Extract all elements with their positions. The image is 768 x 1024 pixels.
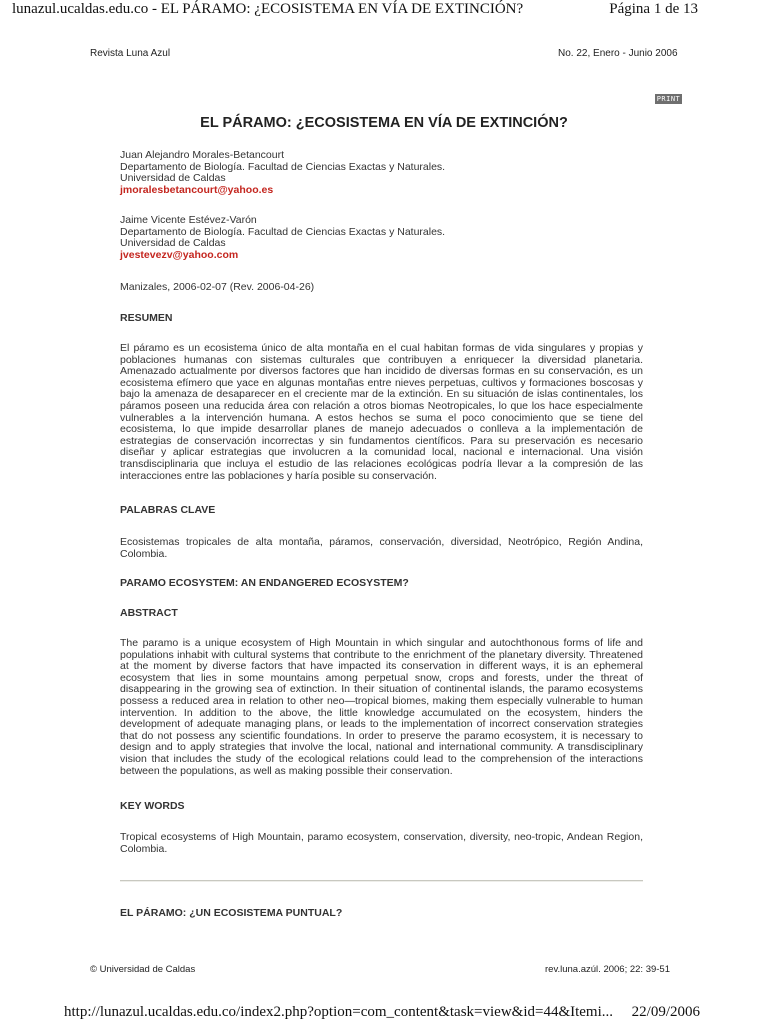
footer-citation: rev.luna.azúl. 2006; 22: 39-51 xyxy=(545,964,670,975)
author-block-1 xyxy=(120,150,643,196)
key-words-heading: KEY WORDS xyxy=(120,800,185,812)
author-email-link[interactable]: jmoralesbetancourt@yahoo.es xyxy=(120,183,274,196)
author-university: Universidad de Caldas xyxy=(120,237,226,250)
author-department: Departamento de Biología. Facultad de Ciencias Exactas y Naturales. xyxy=(120,225,446,238)
author-name: Jaime Vicente Estévez-Varón xyxy=(120,214,257,226)
page-url: http://lunazul.ucaldas.edu.co/index2.php?option=com_content&task=view&id=44&Itemi... xyxy=(64,1004,614,1020)
abstract-heading: ABSTRACT xyxy=(120,607,178,619)
abstract-paragraph: The paramo is a unique ecosystem of High Mountain in which singular and autochthonous forms of life and populations inhabit with cultural systems that contribute to the enrichment of the planetary diversity. Threatened at the moment by diverse factors that have impacted its conservation in different ways, it is an ephemeral ecosystem that lies in some mountains among perpetual snow, crops and forests, under the threat of disappearing in the growing sea of extinction. In their situation of continental islands, the paramo ecosystems possess a reduced area in relation to other neo—tropical biomes, making them especially vulnerable to human intervention. In addition to the above, the little knowledge accumulated on the ecosystem, hinders the development of adequate managing plans, or leads to the implementation of incorrect conservation strategies that do not possess any scientific foundations. In order to preserve the paramo ecosystem, it is necessary to design and to apply strategies that involve the local, national and international community. A transdisciplinary vision that includes the study of the ecological relations could lead to the comprehension of the interactions between the populations, as well as making possible their conservation. xyxy=(120,637,643,777)
section-divider xyxy=(120,880,643,882)
author-block-2 xyxy=(120,215,643,261)
browser-print-footer xyxy=(0,1004,768,1024)
journal-issue: No. 22, Enero - Junio 2006 xyxy=(558,48,678,59)
page-indicator: Página 1 de 13 xyxy=(609,1,698,17)
palabras-clave-heading: PALABRAS CLAVE xyxy=(120,504,216,516)
author-university: Universidad de Caldas xyxy=(120,172,226,185)
place-date: Manizales, 2006-02-07 (Rev. 2006-04-26) xyxy=(120,281,315,293)
section-heading: EL PÁRAMO: ¿UN ECOSISTEMA PUNTUAL? xyxy=(120,907,343,919)
palabras-clave-text: Ecosistemas tropicales de alta montaña, páramos, conservación, diversidad, Neotrópico, Región Andina, Colombia. xyxy=(120,536,643,560)
print-date: 22/09/2006 xyxy=(631,1004,700,1020)
resumen-heading: RESUMEN xyxy=(120,312,173,324)
article-title: EL PÁRAMO: ¿ECOSISTEMA EN VÍA DE EXTINCIÓN? xyxy=(200,115,568,131)
author-name: Juan Alejandro Morales-Betancourt xyxy=(120,149,285,161)
print-button[interactable]: PRINT xyxy=(656,95,681,103)
author-email-link[interactable]: jvestevezv@yahoo.com xyxy=(120,248,239,261)
resumen-paragraph: El páramo es un ecosistema único de alta montaña en el cual habitan formas de vida singulares y propias y poblaciones humanas con sistemas culturales que contribuyen a enriquecer la diversidad planetaria. Amenazado actualmente por diversos factores que han incidido de diversas formas en su conservación, es un ecosistema efímero que yace en algunas montañas entre nieves perpetuas, cultivos y formaciones boscosas y bajo la amenaza de desaparecer en el creciente mar de la extinción. En su situación de islas continentales, los páramos poseen una reducida área con relación a otros biomas Neotropicales, lo que los hace especialmente vulnerables a la intervención humana. A estos hechos se suma el poco conocimiento que se tiene del ecosistema, lo que impide desarrollar planes de manejo adecuados o conlleva a la implementación de estrategias de conservación incorrectas y sin fundamentos científicos. Para su preservación es necesario diseñar y aplicar estrategias que involucren a la comunidad local, nacional e internacional. Una visión transdisciplinaria que incluya el estudio de las relaciones ecológicas podría llevar a la compresión de las interacciones entre las poblaciones y haría posible su conservación. xyxy=(120,342,643,482)
english-title: PARAMO ECOSYSTEM: AN ENDANGERED ECOSYSTEM? xyxy=(120,577,409,589)
browser-print-header xyxy=(0,0,768,22)
footer-copyright: © Universidad de Caldas xyxy=(90,964,196,975)
author-department: Departamento de Biología. Facultad de Ciencias Exactas y Naturales. xyxy=(120,160,446,173)
page-title-header: lunazul.ucaldas.edu.co - EL PÁRAMO: ¿ECOSISTEMA EN VÍA DE EXTINCIÓN? xyxy=(12,1,524,17)
journal-name: Revista Luna Azul xyxy=(90,48,171,59)
key-words-text: Tropical ecosystems of High Mountain, paramo ecosystem, conservation, diversity, neo-tropic, Andean Region, Colombia. xyxy=(120,831,643,855)
